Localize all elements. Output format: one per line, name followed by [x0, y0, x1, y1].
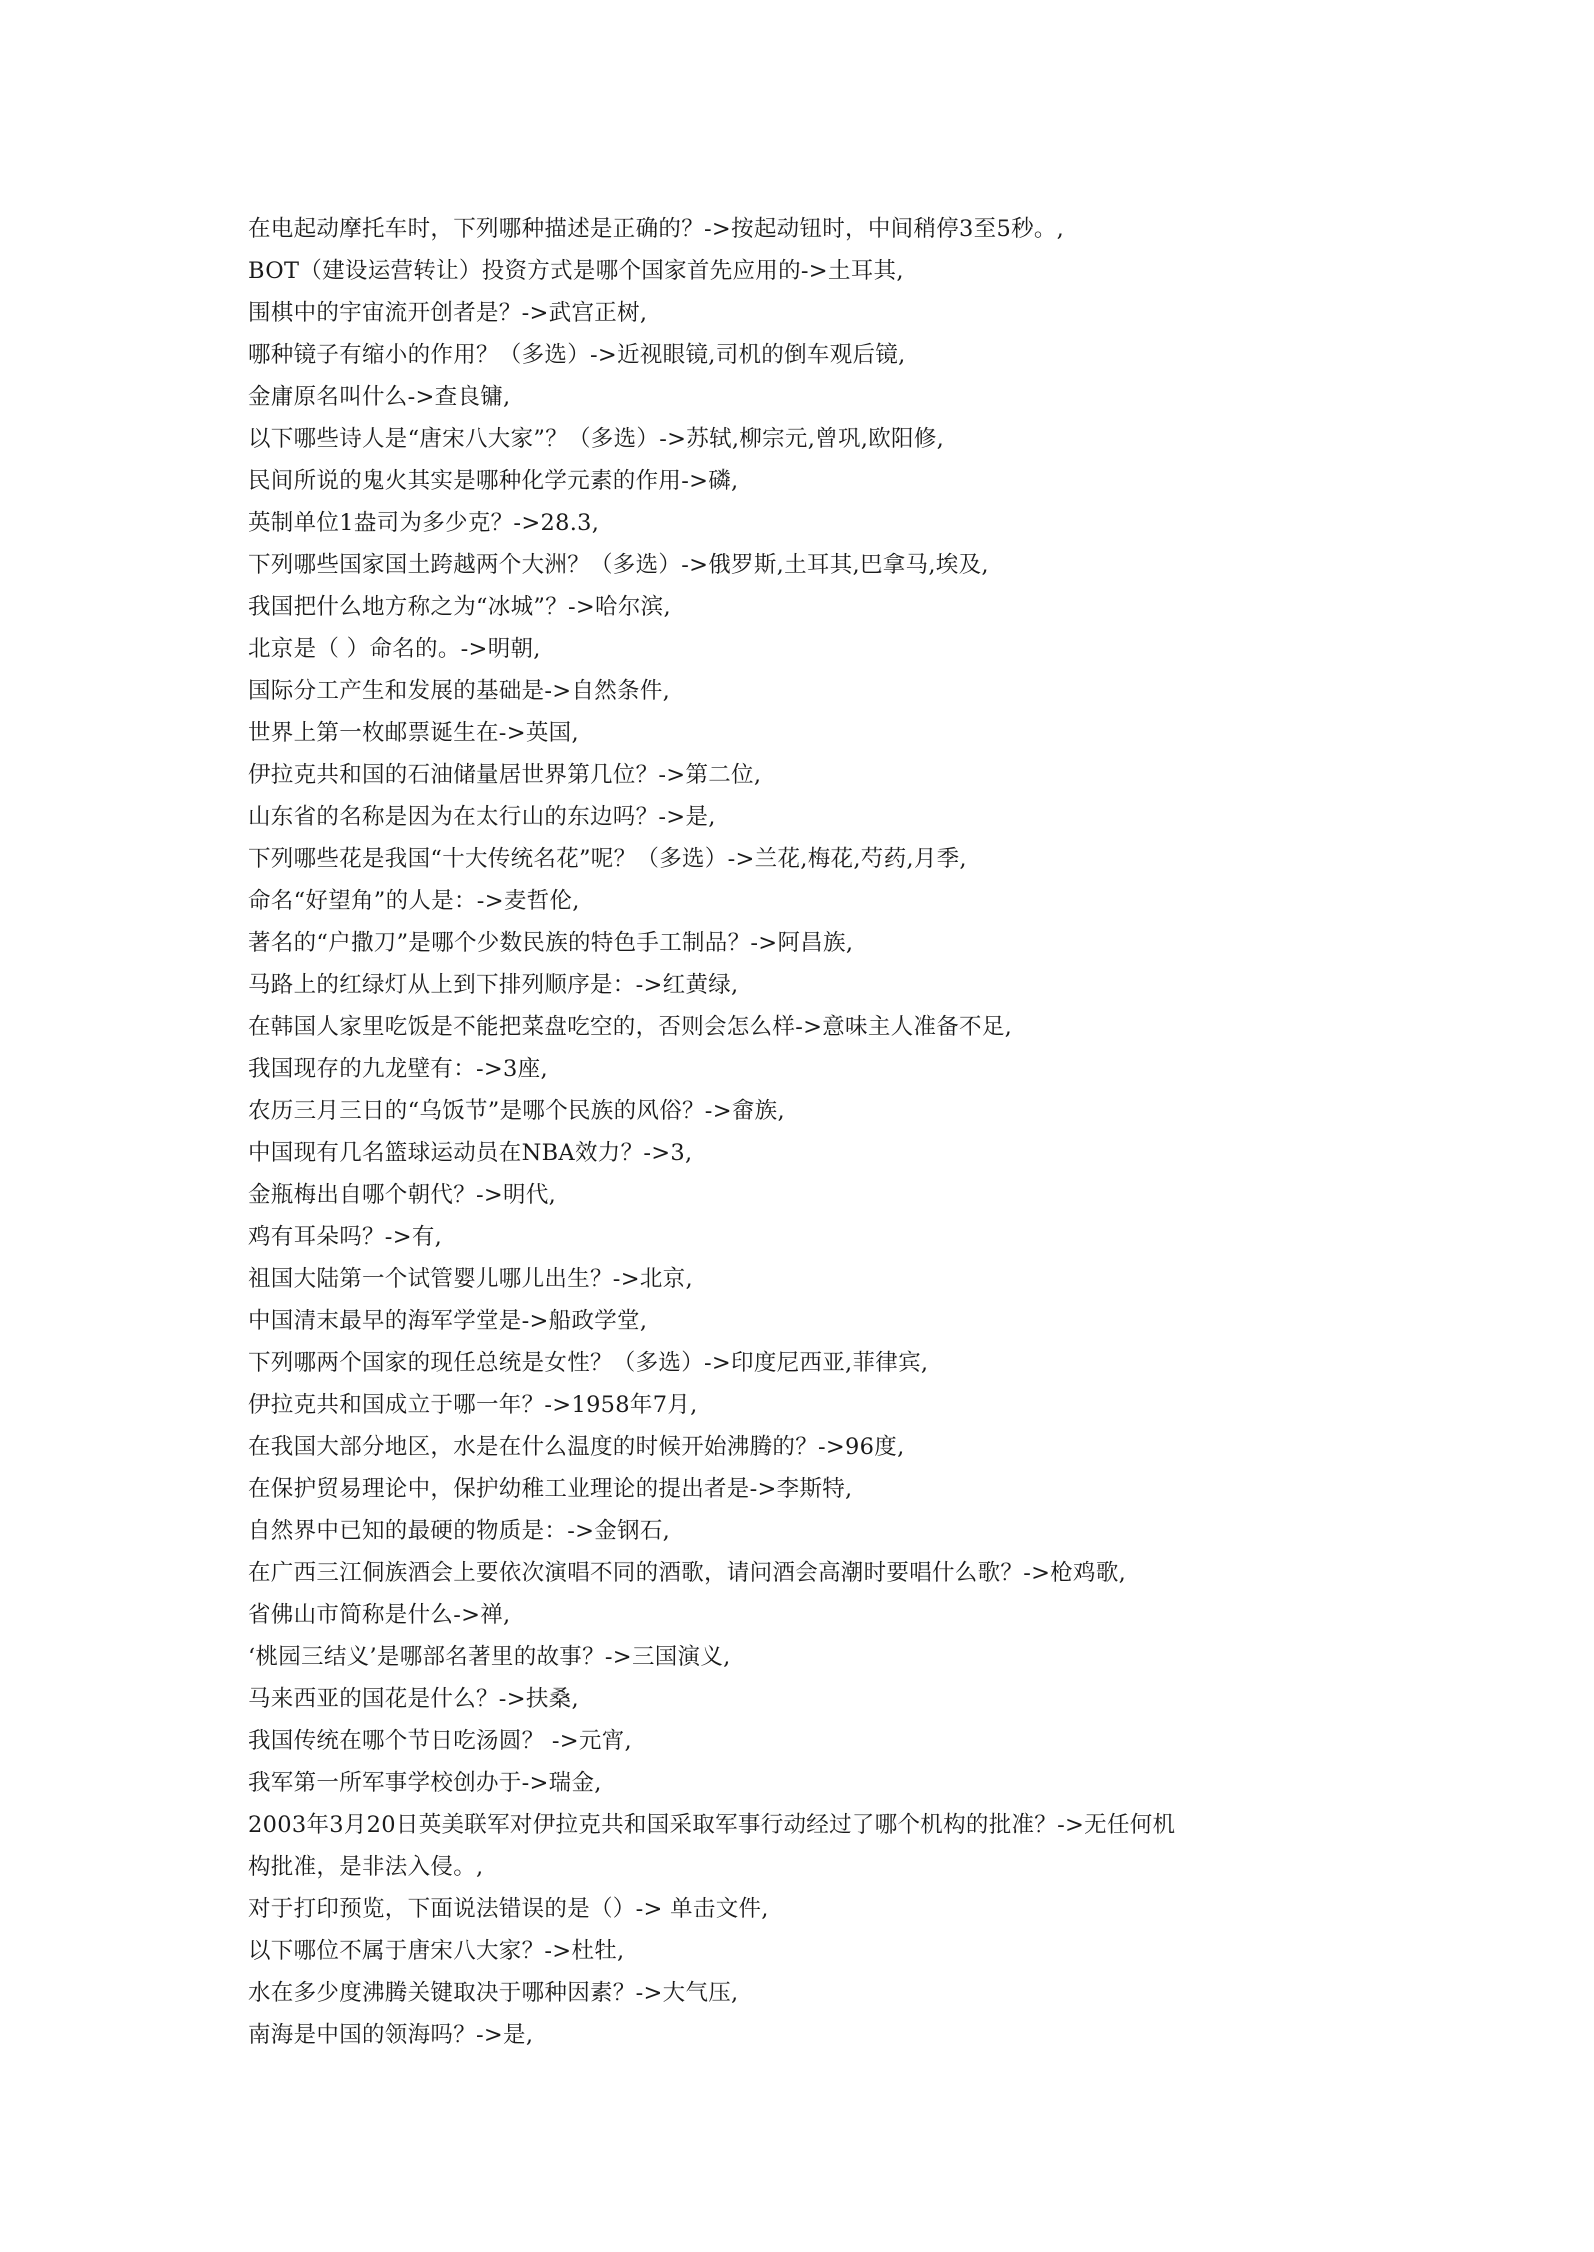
text-line: 我国把什么地方称之为“冰城”？->哈尔滨,: [248, 594, 671, 620]
text-line: 自然界中已知的最硬的物质是：->金钢石,: [248, 1518, 671, 1544]
text-line: 鸡有耳朵吗？->有,: [248, 1224, 443, 1250]
text-line: 金庸原名叫什么->查良镛,: [248, 384, 511, 410]
text-line: 以下哪位不属于唐宋八大家？->杜牡,: [248, 1938, 625, 1964]
text-line: 伊拉克共和国的石油储量居世界第几位？->第二位,: [248, 762, 762, 788]
text-line: ‘桃园三结义’是哪部名著里的故事？->三国演义,: [248, 1644, 731, 1670]
text-line: 我国现存的九龙壁有：->3座,: [248, 1056, 548, 1082]
text-line: 在电起动摩托车时，下列哪种描述是正确的？->按起动钮时，中间稍停3至5秒。,: [248, 216, 1065, 242]
text-line: 围棋中的宇宙流开创者是？->武宫正树,: [248, 300, 648, 326]
text-line: 南海是中国的领海吗？->是,: [248, 2022, 534, 2048]
text-line: 中国现有几名篮球运动员在NBA效力？->3,: [248, 1140, 693, 1166]
text-line: 命名“好望角”的人是：->麦哲伦,: [248, 888, 580, 914]
text-line: 马来西亚的国花是什么？->扶桑,: [248, 1686, 579, 1712]
text-line: 伊拉克共和国成立于哪一年？->1958年7月,: [248, 1392, 698, 1418]
text-line: 水在多少度沸腾关键取决于哪种因素？->大气压,: [248, 1980, 739, 2006]
text-line: 以下哪些诗人是“唐宋八大家”？（多选）->苏轼,柳宗元,曾巩,欧阳修,: [248, 426, 945, 452]
text-line: 世界上第一枚邮票诞生在->英国,: [248, 720, 579, 746]
text-line: 哪种镜子有缩小的作用？（多选）->近视眼镜,司机的倒车观后镜,: [248, 342, 906, 368]
text-line: 对于打印预览，下面说法错误的是（）-> 单击文件,: [248, 1896, 769, 1922]
text-line: 农历三月三日的“乌饭节”是哪个民族的风俗？->畲族,: [248, 1098, 785, 1124]
text-line: 在韩国人家里吃饭是不能把菜盘吃空的，否则会怎么样->意味主人准备不足,: [248, 1014, 1013, 1040]
text-line: 在广西三江侗族酒会上要依次演唱不同的酒歌，请问酒会高潮时要唱什么歌？->枪鸡歌,: [248, 1560, 1127, 1586]
text-line: 北京是（ ）命名的。->明朝,: [248, 636, 541, 662]
text-line: 著名的“户撒刀”是哪个少数民族的特色手工制品？->阿昌族,: [248, 930, 854, 956]
text-line: 下列哪些花是我国“十大传统名花”呢？（多选）->兰花,梅花,芍药,月季,: [248, 846, 967, 872]
text-line: 祖国大陆第一个试管婴儿哪儿出生？->北京,: [248, 1266, 693, 1292]
document-body: [248, 208, 1358, 2056]
text-line: 马路上的红绿灯从上到下排列顺序是：->红黄绿,: [248, 972, 739, 998]
text-line: 下列哪些国家国土跨越两个大洲？（多选）->俄罗斯,土耳其,巴拿马,埃及,: [248, 552, 989, 578]
text-line: 山东省的名称是因为在太行山的东边吗？->是,: [248, 804, 716, 830]
text-line: 英制单位1盎司为多少克？->28.3,: [248, 510, 600, 536]
text-line: 国际分工产生和发展的基础是->自然条件,: [248, 678, 671, 704]
text-line: 我军第一所军事学校创办于->瑞金,: [248, 1770, 602, 1796]
text-line: 构批准，是非法入侵。,: [248, 1854, 484, 1880]
text-line: 在我国大部分地区，水是在什么温度的时候开始沸腾的？->96度,: [248, 1434, 905, 1460]
text-line: 2003年3月20日英美联军对伊拉克共和国采取军事行动经过了哪个机构的批准？->无任何机: [248, 1812, 1176, 1838]
text-line: 在保护贸易理论中，保护幼稚工业理论的提出者是->李斯特,: [248, 1476, 853, 1502]
text-line: BOT（建设运营转让）投资方式是哪个国家首先应用的->土耳其,: [248, 258, 904, 284]
text-line: 省佛山市简称是什么->禅,: [248, 1602, 511, 1628]
text-line: 我国传统在哪个节日吃汤圆？ ->元宵,: [248, 1728, 632, 1754]
text-line: 中国清末最早的海军学堂是->船政学堂,: [248, 1308, 648, 1334]
text-line: 下列哪两个国家的现任总统是女性？（多选）->印度尼西亚,菲律宾,: [248, 1350, 929, 1376]
text-line: 金瓶梅出自哪个朝代？->明代,: [248, 1182, 557, 1208]
text-line: 民间所说的鬼火其实是哪种化学元素的作用->磷,: [248, 468, 739, 494]
